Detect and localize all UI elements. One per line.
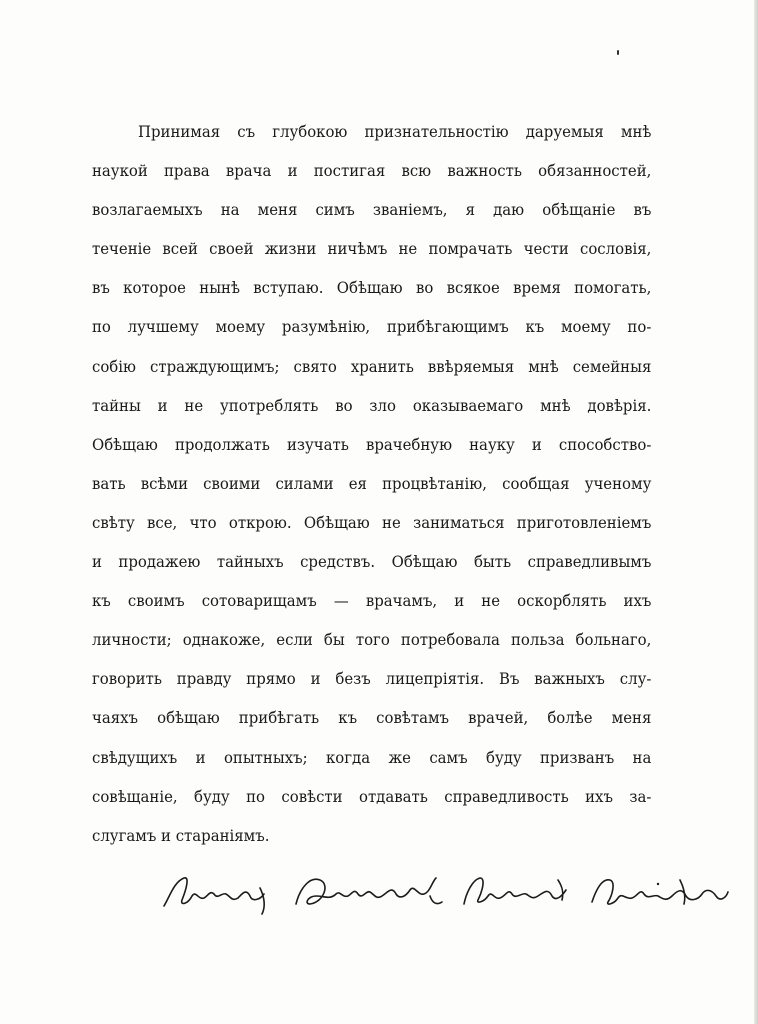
oath-text xyxy=(92,112,652,855)
text-line: теченіе всей своей жизни ничѣмъ не помрачать чести сословія, xyxy=(92,239,652,259)
text-line: свѣту все, что открою. Обѣщаю не заниматься приготовленіемъ xyxy=(92,512,652,532)
text-line: тайны и не употреблять во зло оказываемаго мнѣ довѣрія. xyxy=(92,395,652,415)
text-line: собію страждующимъ; свято хранить ввѣряемыя мнѣ семейныя xyxy=(92,356,652,376)
text-line: къ своимъ сотоварищамъ — врачамъ, и не оскорблять ихъ xyxy=(92,591,652,611)
text-line: и продажею тайныхъ средствъ. Обѣщаю быть справедливымъ xyxy=(92,552,652,572)
text-line: говорить правду прямо и безъ лицепріятія. Въ важныхъ слу- xyxy=(92,669,652,689)
handwritten-signature xyxy=(160,866,730,918)
text-line: возлагаемыхъ на меня симъ званіемъ, я даю обѣщаніе въ xyxy=(92,200,652,220)
page-edge-shadow xyxy=(754,0,758,1024)
text-line: по лучшему моему разумѣнію, прибѣгающимъ къ моему по- xyxy=(92,317,652,337)
text-line: слугамъ и стараніямъ. xyxy=(92,825,270,845)
text-line: личности; однакоже, если бы того потребовала польза больнаго, xyxy=(92,630,652,650)
text-line: свѣдущихъ и опытныхъ; когда же самъ буду призванъ на xyxy=(92,747,652,767)
text-line: Принимая съ глубокою признательностію даруемыя мнѣ xyxy=(138,122,652,141)
text-line: чаяхъ обѣщаю прибѣгать къ совѣтамъ врачей, болѣе меня xyxy=(92,708,652,728)
text-line: вать всѣми своими силами ея процвѣтанію, сообщая ученому xyxy=(92,473,652,493)
text-line: совѣщаніе, буду по совѣсти отдавать справедливость ихъ за- xyxy=(92,786,652,806)
text-line: въ которое нынѣ вступаю. Обѣщаю во всякое время помогать, xyxy=(92,278,652,298)
ink-speck xyxy=(617,50,619,55)
text-line: Обѣщаю продолжать изучать врачебную науку и способство- xyxy=(92,434,652,454)
text-line: наукой права врача и постигая всю важность обязанностей, xyxy=(92,161,652,181)
